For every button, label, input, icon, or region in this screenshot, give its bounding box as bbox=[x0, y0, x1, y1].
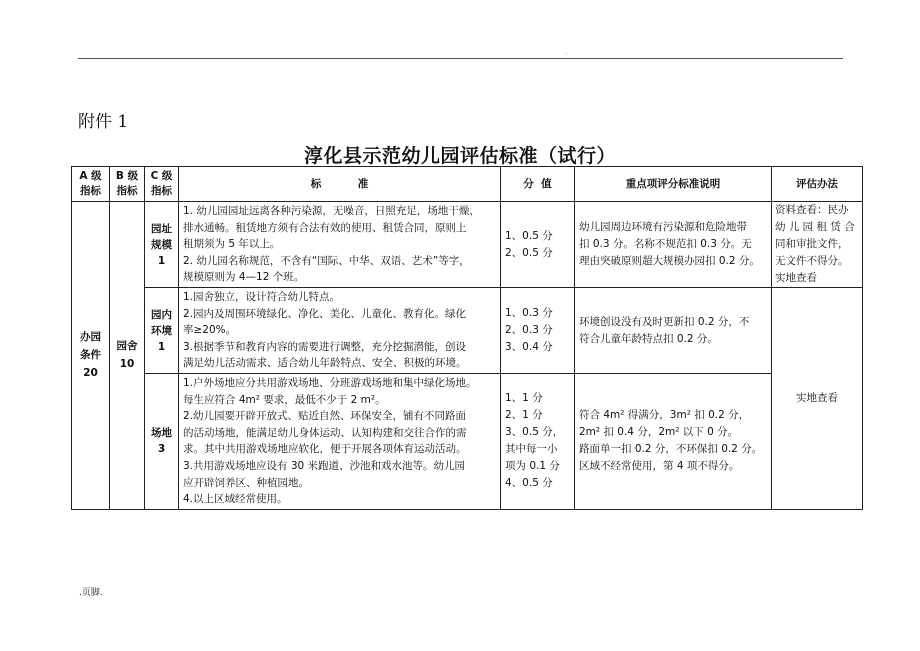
header-row bbox=[72, 167, 863, 202]
score-cell: 1、0.5 分 2、0.5 分 bbox=[501, 202, 575, 288]
header-method: 评估办法 bbox=[772, 167, 863, 202]
table-row bbox=[72, 374, 863, 510]
c-level-cell: 园内 环境 1 bbox=[145, 288, 179, 374]
standards-table bbox=[71, 166, 863, 510]
header-a-level: A 级 指标 bbox=[72, 167, 110, 202]
page-footer: .页脚. bbox=[79, 588, 103, 598]
standard-cell: 1. 幼儿园园址远离各种污染源，无噪音，日照充足，场地干燥， 排水通畅。租赁地方须有合法有效的使用、租赁合同，原则上 租期须为 5 年以上。 2. 幼儿园名称规范，不含有“国际、中华、双语、艺术”等字， 规模原则为 4—12 个班。 bbox=[179, 202, 501, 288]
header-rule bbox=[78, 58, 843, 59]
header-mark: . bbox=[565, 48, 568, 56]
score-cell: 1、0.3 分 2、0.3 分 3、0.4 分 bbox=[501, 288, 575, 374]
score-cell: 1、1 分 2、1 分 3、0.5 分， 其中每一小 项为 0.1 分 4、0.5 分 bbox=[501, 374, 575, 510]
header-note: 重点项评分标准说明 bbox=[575, 167, 772, 202]
note-cell: 符合 4m² 得满分，3m² 扣 0.2 分， 2m² 扣 0.4 分，2m² 以下 0 分。 路面单一扣 0.2 分，不环保扣 0.2 分。 区域不经常使用，第 4 项不得分。 bbox=[575, 374, 772, 510]
header-b-level: B 级 指标 bbox=[110, 167, 145, 202]
table-row bbox=[72, 288, 863, 374]
header-score: 分 值 bbox=[501, 167, 575, 202]
c-level-cell: 场地 3 bbox=[145, 374, 179, 510]
c-level-cell: 园址 规模 1 bbox=[145, 202, 179, 288]
a-level-cell: 办园 条件 20 bbox=[72, 202, 110, 510]
document-title: 淳化县示范幼儿园评估标准（试行） bbox=[303, 145, 616, 167]
b-level-cell: 园舍 10 bbox=[110, 202, 145, 510]
table-row bbox=[72, 202, 863, 288]
attachment-label: 附件 1 bbox=[78, 112, 129, 132]
note-cell: 环境创设没有及时更新扣 0.2 分，不 符合儿童年龄特点扣 0.2 分。 bbox=[575, 288, 772, 374]
method-cell: 实地查看 bbox=[772, 288, 863, 510]
method-cell: 资料查看：民办 幼 儿 园 租 赁 合 同和审批文件， 无文件不得分。 实地查看 bbox=[772, 202, 863, 288]
header-standard: 标 准 bbox=[179, 167, 501, 202]
standard-cell: 1.园舍独立，设计符合幼儿特点。 2.园内及周围环境绿化、净化、美化、儿童化、教育化。绿化 率≥20%。 3.根据季节和教育内容的需要进行调整，充分挖掘潜能，创设 满足幼儿活动需求、适合幼儿年龄特点、安全、积极的环境。 bbox=[179, 288, 501, 374]
note-cell: 幼儿园周边环境有污染源和危险地带 扣 0.3 分。名称不规范扣 0.3 分。无 理由突破原则超大规模办园扣 0.2 分。 bbox=[575, 202, 772, 288]
header-c-level: C 级 指标 bbox=[145, 167, 179, 202]
standard-cell: 1.户外场地应分共用游戏场地、分班游戏场地和集中绿化场地。 每生应符合 4m² 要求，最低不少于 2 m²。 2.幼儿园要开辟开放式、贴近自然、环保安全，铺有不同路面 的活动场地，能满足幼儿身体运动、认知构建和交往合作的需 求。其中共用游戏场地应软化，便于开展各项体育运动活动。 3.共用游戏场地应设有 30 米跑道、沙池和戏水池等。幼儿园 应开辟饲养区、种植园地。 4.以上区域经常使用。 bbox=[179, 374, 501, 510]
